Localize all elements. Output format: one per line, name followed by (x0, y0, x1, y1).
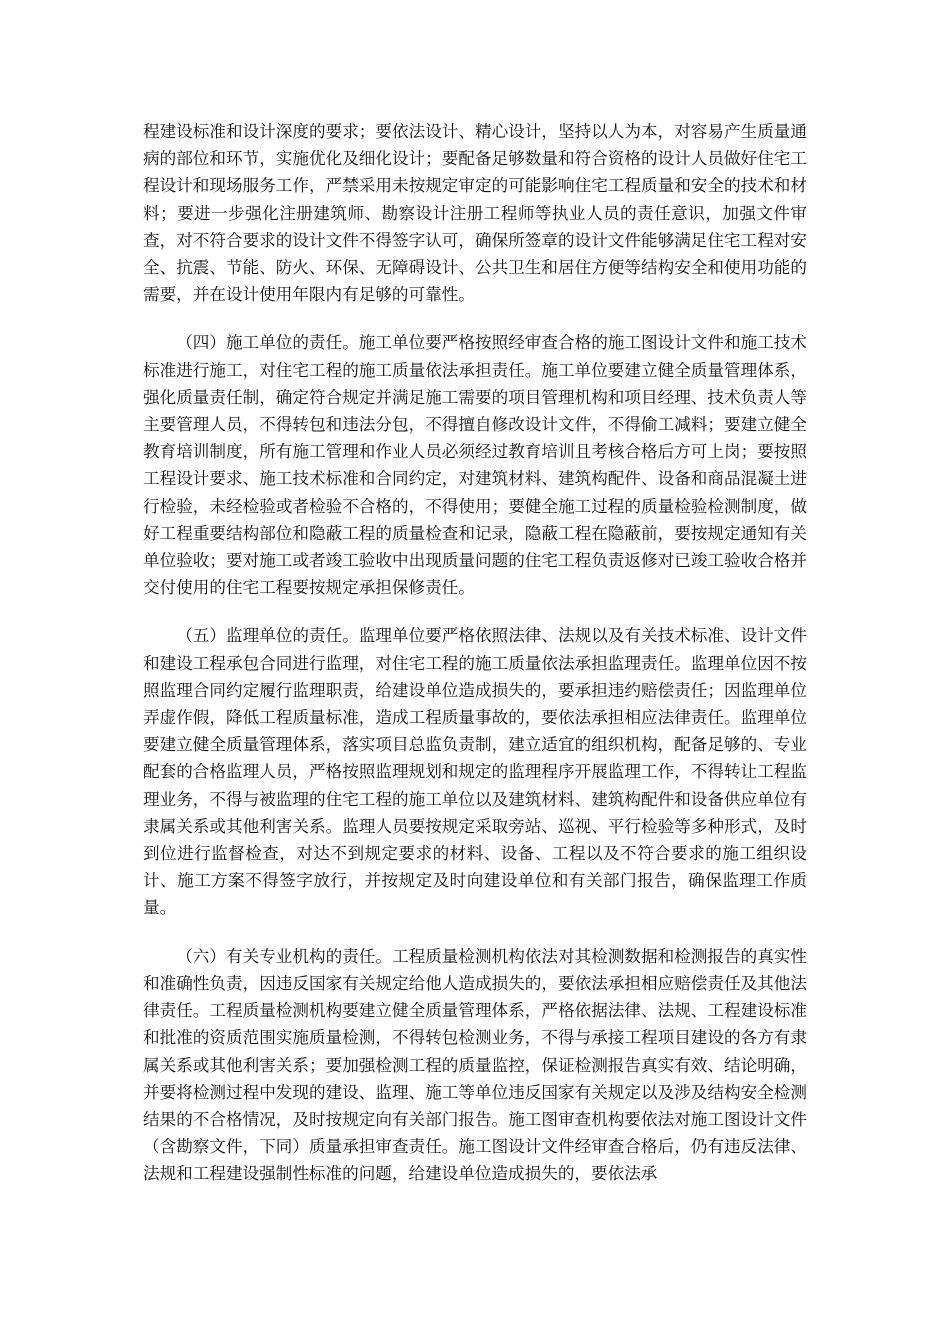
paragraph-supervision-unit-responsibility: （五）监理单位的责任。监理单位要严格依照法律、法规以及有关技术标准、设计文件和建设工程承包合同进行监理，对住宅工程的施工质量依法承担监理责任。监理单位因不按照监理合同约定履行监理职责，给建设单位造成损失的，要承担违约赔偿责任；因监理单位弄虚作假，降低工程质量标准，造成工程质量事故的，要依法承担相应法律责任。监理单位要建立健全质量管理体系，落实项目总监负责制，建立适宜的组织机构，配备足够的、专业配套的合格监理人员，严格按照监理规划和规定的监理程序开展监理工作，不得转让工程监理业务，不得与被监理的住宅工程的施工单位以及建筑材料、建筑构配件和设备供应单位有隶属关系或其他利害关系。监理人员要按规定采取旁站、巡视、平行检验等多种形式，及时到位进行监督检查，对达不到规定要求的材料、设备、工程以及不符合要求的施工组织设计、施工方案不得签字放行，并按规定及时向建设单位和有关部门报告，确保监理工作质量。 (143, 626, 807, 918)
document-page (143, 118, 807, 1188)
paragraph-construction-unit-responsibility: （四）施工单位的责任。施工单位要严格按照经审查合格的施工图设计文件和施工技术标准进行施工，对住宅工程的施工质量依法承担责任。施工单位要建立健全质量管理体系，强化质量责任制，确定符合规定并满足施工需要的项目管理机构和项目经理、技术负责人等主要管理人员，不得转包和违法分包，不得擅自修改设计文件，不得偷工减料；要建立健全教育培训制度，所有施工管理和作业人员必须经过教育培训且考核合格后方可上岗；要按照工程设计要求、施工技术标准和合同约定，对建筑材料、建筑构配件、设备和商品混凝土进行检验，未经检验或者检验不合格的，不得使用；要健全施工过程的质量检验检测制度，做好工程重要结构部位和隐蔽工程的质量检查和记录，隐蔽工程在隐蔽前，要按规定通知有关单位验收；要对施工或者竣工验收中出现质量问题的住宅工程负责返修对已竣工验收合格并交付使用的住宅工程要按规定承担保修责任。 (143, 333, 807, 598)
paragraph-design-duties-continued: 程建设标准和设计深度的要求；要依法设计、精心设计，坚持以人为本，对容易产生质量通病的部位和环节，实施优化及细化设计；要配备足够数量和符合资格的设计人员做好住宅工程设计和现场服务工作，严禁采用未按规定审定的可能影响住宅工程质量和安全的技术和材料；要进一步强化注册建筑师、勘察设计注册工程师等执业人员的责任意识，加强文件审查，对不符合要求的设计文件不得签字认可，确保所签章的设计文件能够满足住宅工程对安全、抗震、节能、防火、环保、无障碍设计、公共卫生和居住方便等结构安全和使用功能的需要，并在设计使用年限内有足够的可靠性。 (143, 122, 807, 305)
paragraph-professional-institution-responsibility: （六）有关专业机构的责任。工程质量检测机构依法对其检测数据和检测报告的真实性和准确性负责，因违反国家有关规定给他人造成损失的，要依法承担相应赔偿责任及其他法律责任。工程质量检测机构要建立健全质量管理体系，严格依据法律、法规、工程建设标准和批准的资质范围实施质量检测，不得转包检测业务，不得与承接工程项目建设的各方有隶属关系或其他利害关系；要加强检测工程的质量监控，保证检测报告真实有效、结论明确，并要将检测过程中发现的建设、监理、施工等单位违反国家有关规定以及涉及结构安全检测结果的不合格情况，及时按规定向有关部门报告。施工图审查机构要依法对施工图设计文件（含勘察文件，下同）质量承担审查责任。施工图设计文件经审查合格后，仍有违反法律、法规和工程建设强制性标准的问题，给建设单位造成损失的，要依法承 (143, 946, 807, 1184)
